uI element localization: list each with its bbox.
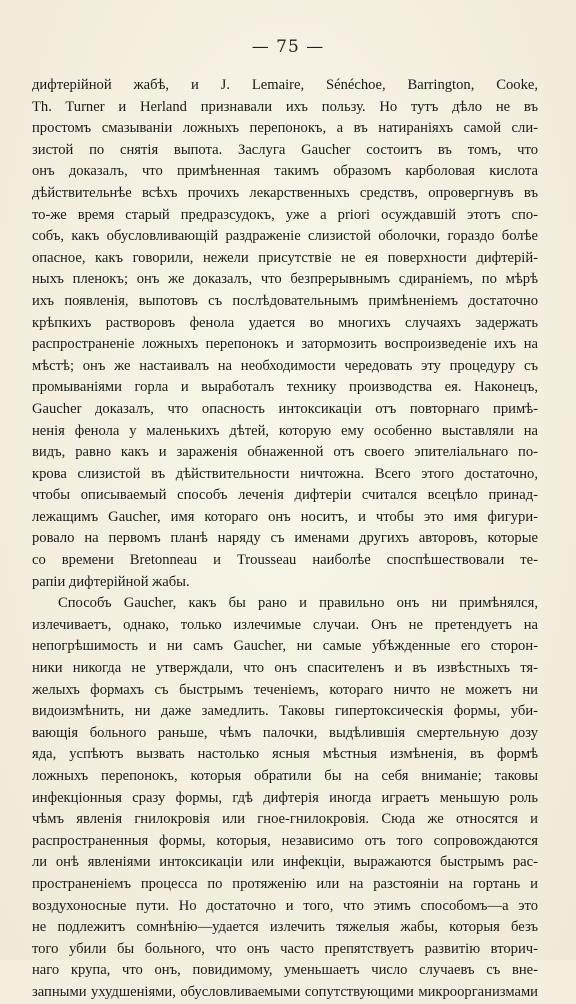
text-line: видоизмѣнить, ни даже замедлить. Таковы гипертоксическія формы, уби- (32, 703, 538, 720)
text-line: желыхъ формахъ съ быстрымъ теченіемъ, котораго ничто не можетъ ни (32, 681, 538, 698)
text-line: промываніями горла и выработалъ технику производства ея. Наконецъ, (32, 379, 538, 396)
text-line: видъ, равно какъ и зараженія обнаженной отъ своего эпителіальнаго по- (32, 444, 538, 461)
text-line: онъ доказалъ, что примѣненная такимъ образомъ карболовая кислота (32, 163, 538, 180)
body-text (32, 75, 538, 1004)
text-line: ложныхъ перепонокъ, которыя обратили бы на себя вниманіе; таковы (32, 768, 538, 784)
text-line: Th. Turner и Herland признавали ихъ пользу. Но тутъ дѣло не въ (32, 98, 538, 115)
text-line: чтобы описываемый способъ леченія дифтеріи считался всецѣло принад- (32, 487, 538, 504)
text-line: то-же время старый предразсудокъ, уже a priori осуждавшій этотъ спо- (32, 206, 538, 223)
text-line: рапіи дифтерійной жабы. (32, 573, 190, 590)
text-line: ненія фенола у маленькихъ дѣтей, которую ему особенно выставляли на (32, 422, 538, 439)
page-number: — 75 — (251, 37, 325, 57)
text-line: не подлежитъ сомнѣнію—удается излечить тяжелыя жабы, которыя безъ (32, 919, 538, 936)
text-line: непогрѣшимость и ни самъ Gaucher, ни самые убѣжденные его сторон- (32, 638, 538, 655)
text-line: яда, успѣютъ вызвать настолько ясныя мѣстныя измѣненія, въ формѣ (32, 746, 538, 763)
text-line: вающія больного раньше, чѣмъ палочки, выдѣлившія смертельную дозу (32, 724, 538, 741)
text-line: ники никогда не утверждали, что онъ спасителенъ и въ извѣстныхъ тя- (32, 660, 538, 677)
text-line: ныхъ пленокъ; онъ же доказалъ, что безпрерывнымъ сдираніемъ, по мѣрѣ (32, 271, 538, 288)
text-line: инфекціонныя сразу формы, гдѣ дифтерія иногда играетъ меньшую роль (32, 789, 538, 806)
text-line: мѣстѣ; онъ же настаивалъ на необходимости чередовать эту процедуру съ (32, 357, 538, 374)
text-line: распространенныя формы, которыя, независимо отъ того сопровождаются (32, 832, 538, 849)
text-line: того убили бы больного, что онъ часто препятствуетъ развитію вторич- (32, 940, 538, 957)
text-line: чѣмъ явленія гнилокровія или гное-гнилокровія. Сюда же относятся и (32, 811, 538, 828)
text-line: ихъ появленія, выпотовъ съ послѣдовательнымъ примѣненіемъ достаточно (32, 292, 538, 309)
text-line: дѣйствительнѣе всѣхъ прочихъ лекарственныхъ средствъ, опровергнувъ въ (32, 184, 538, 201)
text-line: ли онѣ явленіями интоксикаціи или инфекціи, выражаются быстрымъ рас- (32, 854, 538, 871)
text-line: крѣпкихъ растворовъ фенола удается во многихъ случаяхъ задержать (32, 314, 538, 331)
text-line: крова слизистой въ дѣйствительности ничтожна. Всего этого достаточно, (32, 465, 538, 482)
text-line: ровало на первомъ планѣ наряду съ именами другихъ авторовъ, которые (32, 530, 538, 547)
text-line: опасное, какъ говорили, нежели присутствіе не ея поверхности дифтерій- (32, 249, 538, 266)
text-line: собъ, какъ обусловливающій раздраженіе слизистой оболочки, гораздо болѣе (32, 228, 538, 245)
text-line: Способъ Gaucher, какъ бы рано и правильно онъ ни примѣнялся, (58, 595, 538, 612)
text-line: зистой по снятія выпота. Заслуга Gaucher состоитъ въ томъ, что (32, 141, 538, 158)
text-line: наго крупа, что онъ, повидимому, уменьшаетъ число случаевъ съ вне- (32, 962, 538, 979)
text-line: пространеніемъ процесса по протяженію или на разстояніи на гортань и (32, 875, 538, 892)
text-line: воздухоносные пути. Но достаточно и того, что этимъ способомъ—а это (32, 897, 538, 914)
text-line: излечиваетъ, однако, только излечимые случаи. Онъ не претендуетъ на (32, 616, 538, 633)
text-line: со времени Bretonneau и Trousseau наиболѣе споспѣшествовали те- (32, 552, 538, 569)
text-line: простомъ смазываніи ложныхъ перепонокъ, а въ натираніяхъ самой сли- (32, 120, 538, 137)
text-line: лежащимъ Gaucher, имя котораго онъ носитъ, и чтобы это имя фигури- (32, 508, 538, 525)
text-line: запными ухудшеніями, обусловливаемыми сопутствующими микроорганизмами (32, 983, 538, 1000)
text-line: дифтерійной жабѣ, и J. Lemaire, Sénéchoe, Barrington, Cooke, (32, 77, 538, 93)
text-line: распространеніе ложныхъ перепонокъ и затормозить воспроизведеніе ихъ на (32, 336, 538, 353)
text-line: Gaucher доказалъ, что опасность интоксикаціи отъ повторнаго примѣ- (32, 400, 538, 417)
